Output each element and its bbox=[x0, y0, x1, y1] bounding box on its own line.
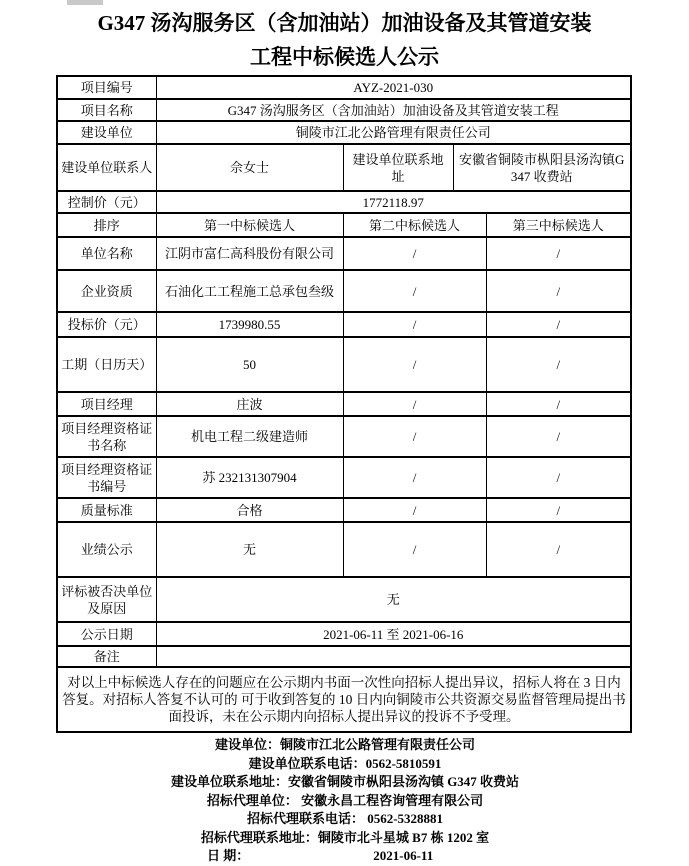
table-row bbox=[57, 646, 631, 667]
slash-cell: / bbox=[343, 522, 486, 577]
table-row bbox=[57, 392, 631, 416]
label-cell: 企业资质 bbox=[57, 270, 156, 312]
page-title-line2: 工程中标候选人公示 bbox=[250, 45, 439, 69]
label-cell: 项目经理 bbox=[57, 392, 156, 416]
slash-cell: / bbox=[486, 337, 631, 392]
footer-agent-address: 招标代理联系地址：铜陵市北斗星城 B7 栋 1202 室 bbox=[200, 829, 490, 845]
label-cell: 排序 bbox=[57, 213, 156, 237]
slash-cell: / bbox=[486, 392, 631, 416]
value-cell: 无 bbox=[156, 577, 631, 622]
slash-cell: / bbox=[486, 522, 631, 577]
footer-agent-phone: 招标代理联系电话： 0562-5328881 bbox=[246, 811, 444, 826]
table-row bbox=[57, 577, 631, 622]
table-row bbox=[57, 144, 631, 191]
label-cell: 控制价（元） bbox=[57, 191, 156, 213]
page-title bbox=[0, 0, 689, 74]
value-cell: 江阴市富仁高科股份有限公司 bbox=[156, 237, 343, 270]
label-cell: 项目经理资格证书编号 bbox=[57, 457, 156, 498]
slash-cell: / bbox=[343, 392, 486, 416]
label-cell: 建设单位联系人 bbox=[57, 144, 156, 191]
footer-block bbox=[115, 736, 575, 866]
value-cell: 50 bbox=[156, 337, 343, 392]
table-row bbox=[57, 191, 631, 213]
value-cell: 铜陵市江北公路管理有限责任公司 bbox=[156, 121, 631, 144]
table-row bbox=[57, 76, 631, 99]
slash-cell: / bbox=[486, 270, 631, 312]
label-cell: 投标价（元） bbox=[57, 312, 156, 337]
label-cell: 项目名称 bbox=[57, 99, 156, 121]
label-cell: 公示日期 bbox=[57, 622, 156, 646]
value-cell: 1772118.97 bbox=[156, 191, 631, 213]
value-cell: 2021-06-11 至 2021-06-16 bbox=[156, 622, 631, 646]
slash-cell: / bbox=[486, 498, 631, 522]
slash-cell: / bbox=[343, 457, 486, 498]
slash-cell: / bbox=[486, 237, 631, 270]
date-value: 2021-06-11 bbox=[373, 848, 434, 863]
slash-cell: / bbox=[486, 457, 631, 498]
value-cell: 佘女士 bbox=[156, 144, 343, 191]
value-cell: 合格 bbox=[156, 498, 343, 522]
value-cell: 安徽省铜陵市枞阳县汤沟镇G347 收费站 bbox=[453, 144, 631, 191]
footer-agent: 招标代理单位： 安徽永昌工程咨询管理有限公司 bbox=[206, 792, 484, 808]
table-row bbox=[57, 622, 631, 646]
label-cell: 建设单位联系地址 bbox=[343, 144, 453, 191]
value-cell: 1739980.55 bbox=[156, 312, 343, 337]
slash-cell: / bbox=[343, 312, 486, 337]
table-row bbox=[57, 237, 631, 270]
table-row-notice bbox=[57, 667, 631, 732]
label-cell: 备注 bbox=[57, 646, 156, 667]
value-cell: G347 汤沟服务区（含加油站）加油设备及其管道安装工程 bbox=[156, 99, 631, 121]
value-cell bbox=[156, 646, 631, 667]
slash-cell: / bbox=[343, 416, 486, 457]
table-row bbox=[57, 121, 631, 144]
header-cell: 第一中标候选人 bbox=[156, 213, 343, 237]
value-cell: 苏 232131307904 bbox=[156, 457, 343, 498]
label-cell: 评标被否决单位及原因 bbox=[57, 577, 156, 622]
value-cell: AYZ-2021-030 bbox=[156, 76, 631, 99]
objection-notice: 对以上中标候选人存在的问题应在公示期内书面一次性向招标人提出异议，招标人将在 3 日内答复。对招标人答复不认可的 可于收到答复的 10 日内向铜陵市公共资源交易监督管理局提出书面投诉，未在公示期内向招标人提出异议的投诉不予受理。 bbox=[57, 667, 631, 732]
label-cell: 单位名称 bbox=[57, 237, 156, 270]
slash-cell: / bbox=[343, 270, 486, 312]
gray-artifact-bar bbox=[67, 0, 103, 5]
table-row bbox=[57, 312, 631, 337]
value-cell: 庄波 bbox=[156, 392, 343, 416]
slash-cell: / bbox=[343, 498, 486, 522]
footer-builder-phone: 建设单位联系电话：0562-5810591 bbox=[248, 755, 442, 771]
table-row bbox=[57, 498, 631, 522]
page-title-line1: G347 汤沟服务区（含加油站）加油设备及其管道安装 bbox=[97, 11, 592, 35]
label-cell: 项目编号 bbox=[57, 76, 156, 99]
table-row bbox=[57, 457, 631, 498]
footer-date-line bbox=[115, 847, 575, 866]
slash-cell: / bbox=[486, 312, 631, 337]
table-row bbox=[57, 337, 631, 392]
label-cell: 建设单位 bbox=[57, 121, 156, 144]
label-cell: 工期（日历天） bbox=[57, 337, 156, 392]
footer-builder: 建设单位：铜陵市江北公路管理有限责任公司 bbox=[214, 737, 475, 752]
table-row bbox=[57, 99, 631, 121]
header-cell: 第三中标候选人 bbox=[486, 213, 631, 237]
header-cell: 第二中标候选人 bbox=[343, 213, 486, 237]
value-cell: 无 bbox=[156, 522, 343, 577]
table-row bbox=[57, 522, 631, 577]
table-row bbox=[57, 416, 631, 457]
label-cell: 项目经理资格证书名称 bbox=[57, 416, 156, 457]
label-cell: 质量标准 bbox=[57, 498, 156, 522]
slash-cell: / bbox=[486, 416, 631, 457]
table-row bbox=[57, 270, 631, 312]
table-row bbox=[57, 213, 631, 237]
value-cell: 机电工程二级建造师 bbox=[156, 416, 343, 457]
announcement-table bbox=[56, 75, 632, 733]
value-cell: 石油化工工程施工总承包叁级 bbox=[156, 270, 343, 312]
date-label: 日 期： bbox=[207, 848, 250, 863]
slash-cell: / bbox=[343, 237, 486, 270]
label-cell: 业绩公示 bbox=[57, 522, 156, 577]
slash-cell: / bbox=[343, 337, 486, 392]
footer-builder-address: 建设单位联系地址：安徽省铜陵市枞阳县汤沟镇 G347 收费站 bbox=[170, 774, 520, 789]
